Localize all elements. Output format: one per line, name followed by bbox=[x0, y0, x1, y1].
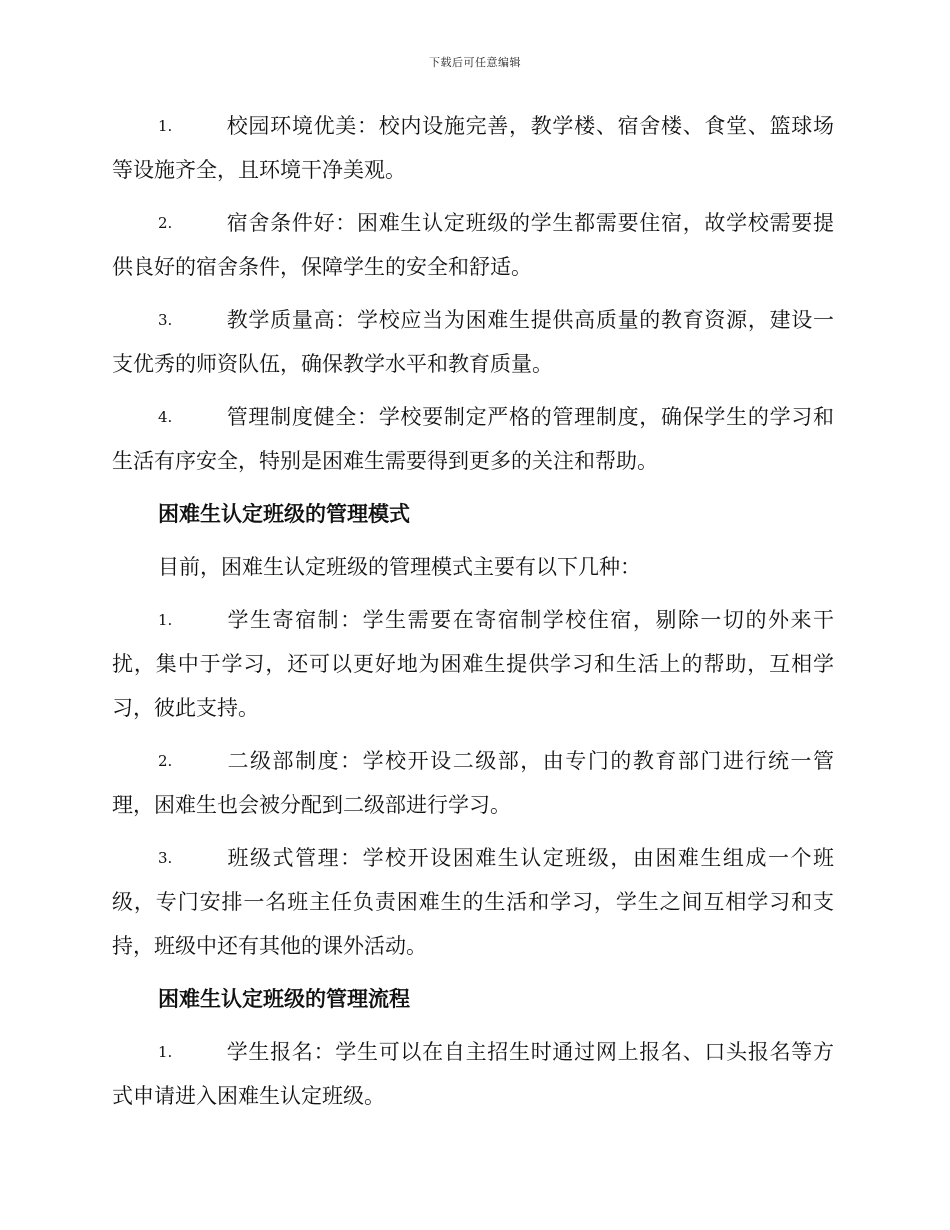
list-number: 2. bbox=[158, 214, 173, 232]
list-text: 教学质量高：学校应当为困难生提供高质量的教育资源，建设一支优秀的师资队伍，确保教学水平和教育质量。 bbox=[112, 308, 834, 376]
list-number: 1. bbox=[158, 1043, 173, 1061]
list-item bbox=[112, 201, 834, 289]
list-number: 1. bbox=[158, 611, 173, 629]
list-text: 管理制度健全：学校要制定严格的管理制度，确保学生的学习和生活有序安全，特别是困难生需要得到更多的关注和帮助。 bbox=[112, 405, 834, 473]
list-item bbox=[112, 598, 834, 730]
section-heading-mode: 困难生认定班级的管理模式 bbox=[158, 501, 410, 526]
list-text: 宿舍条件好：困难生认定班级的学生都需要住宿，故学校需要提供良好的宿舍条件，保障学生的安全和舒适。 bbox=[112, 211, 834, 279]
list-text: 学生报名：学生可以在自主招生时通过网上报名、口头报名等方式申请进入困难生认定班级。 bbox=[112, 1040, 834, 1108]
list-item bbox=[112, 739, 834, 827]
list-item bbox=[112, 1030, 834, 1118]
list-item bbox=[112, 836, 834, 968]
section-heading-process: 困难生认定班级的管理流程 bbox=[158, 986, 410, 1011]
list-number: 3. bbox=[158, 311, 173, 329]
list-item bbox=[112, 395, 834, 483]
list-item bbox=[112, 298, 834, 386]
list-number: 4. bbox=[158, 408, 173, 426]
list-number: 3. bbox=[158, 849, 173, 867]
list-number: 1. bbox=[158, 117, 173, 135]
list-item bbox=[112, 104, 834, 192]
page-header: 下载后可任意编辑 bbox=[429, 56, 521, 69]
section-intro: 目前，困难生认定班级的管理模式主要有以下几种： bbox=[158, 555, 641, 579]
list-text: 班级式管理：学校开设困难生认定班级，由困难生组成一个班级，专门安排一名班主任负责困难生的生活和学习，学生之间互相学习和支持，班级中还有其他的课外活动。 bbox=[112, 846, 834, 958]
list-text: 学生寄宿制：学生需要在寄宿制学校住宿，剔除一切的外来干扰，集中于学习，还可以更好地为困难生提供学习和生活上的帮助，互相学习，彼此支持。 bbox=[112, 608, 834, 720]
list-number: 2. bbox=[158, 752, 173, 770]
document-body bbox=[112, 104, 834, 1127]
list-text: 校园环境优美：校内设施完善，教学楼、宿舍楼、食堂、篮球场等设施齐全，且环境干净美观。 bbox=[112, 114, 834, 182]
list-text: 二级部制度：学校开设二级部，由专门的教育部门进行统一管理，困难生也会被分配到二级部进行学习。 bbox=[112, 749, 834, 817]
